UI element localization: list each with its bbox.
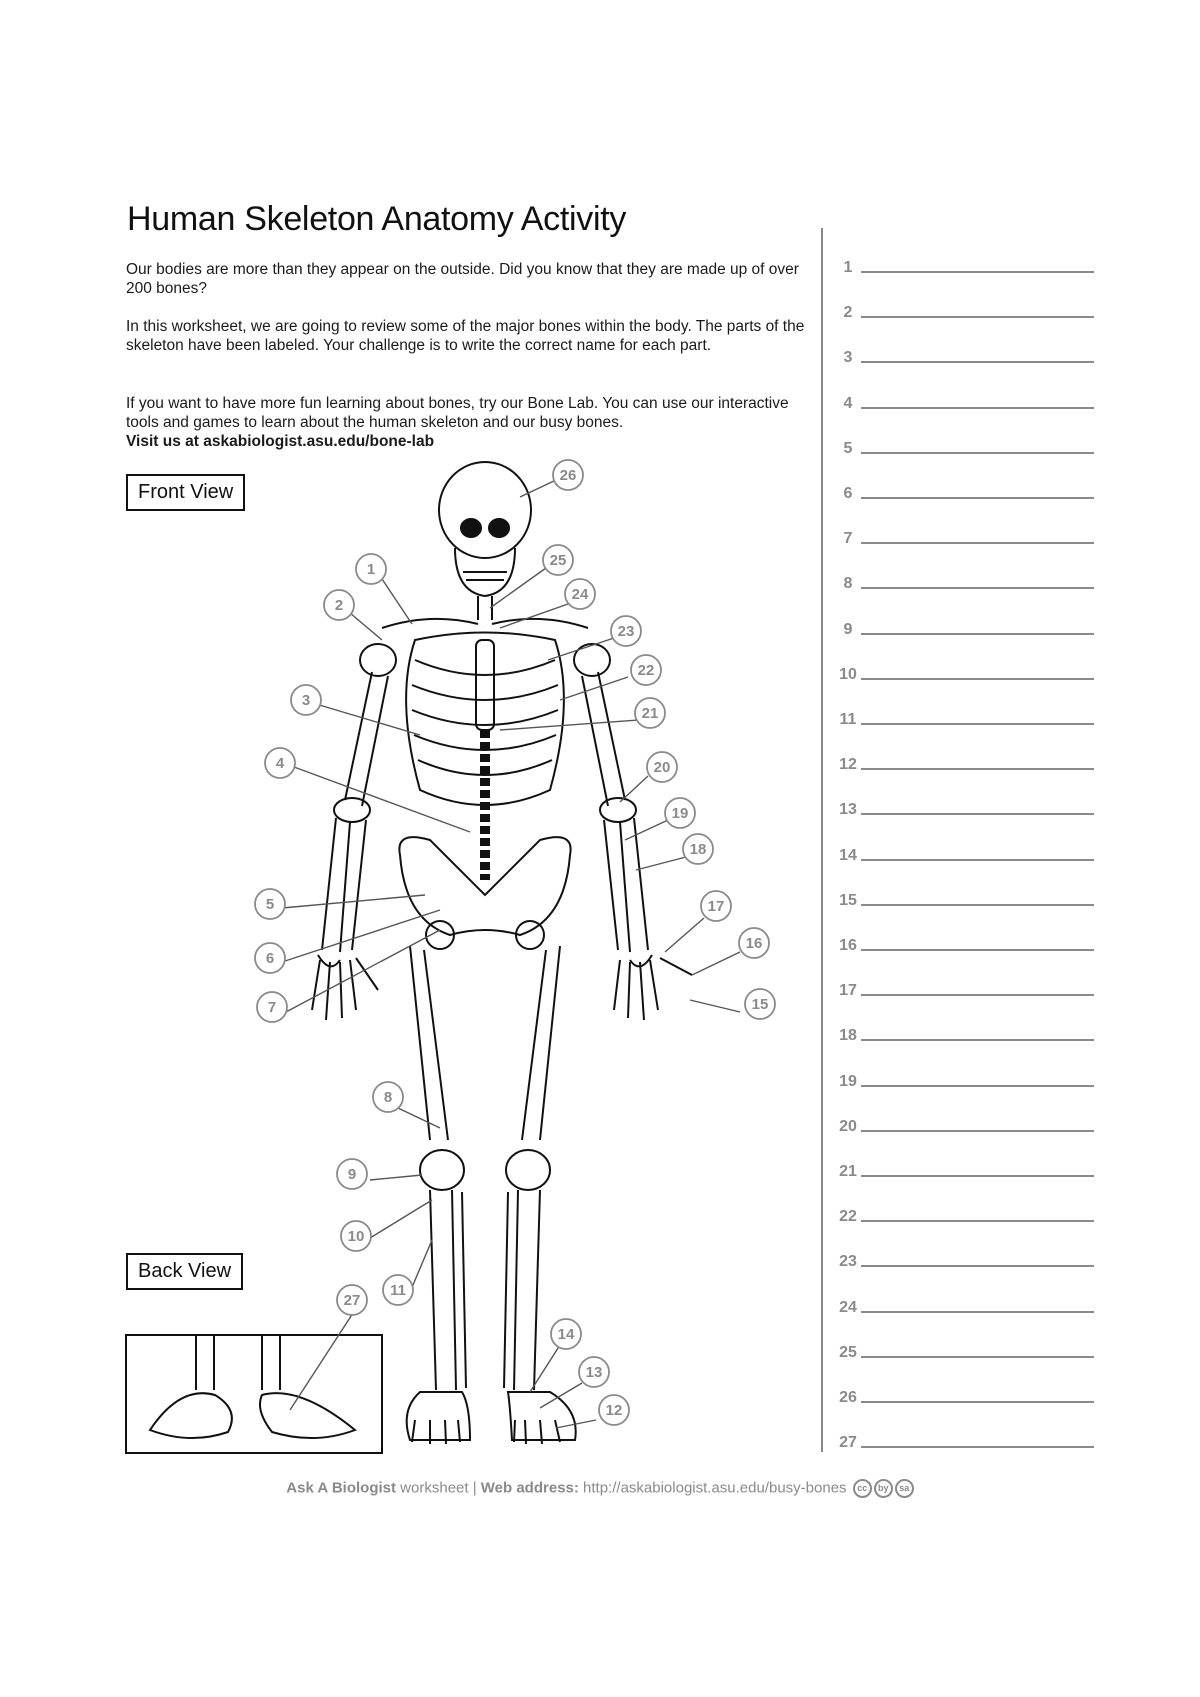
answer-number: 1 [843, 259, 853, 276]
answer-line[interactable] [861, 678, 1094, 680]
answer-row[interactable] [833, 1389, 1103, 1413]
page-title: Human Skeleton Anatomy Activity [127, 200, 627, 238]
callout-label: 18 [689, 841, 707, 858]
answer-line[interactable] [861, 1039, 1094, 1041]
answer-line[interactable] [861, 859, 1094, 861]
answer-row[interactable] [833, 1118, 1103, 1142]
answer-number: 8 [843, 575, 853, 593]
answer-line[interactable] [861, 452, 1094, 454]
callout-label: 6 [265, 950, 275, 967]
answer-number: 12 [839, 756, 857, 774]
callout-label: 24 [571, 586, 589, 603]
answer-row[interactable] [833, 1073, 1103, 1097]
answer-line[interactable] [861, 949, 1094, 951]
answer-line[interactable] [861, 1085, 1094, 1087]
callout-label: 15 [751, 996, 769, 1013]
share-alike-icon: sa [895, 1479, 914, 1498]
answer-number: 23 [839, 1253, 857, 1271]
answer-number: 3 [843, 349, 853, 367]
callout-label: 22 [637, 662, 655, 679]
answer-row[interactable] [833, 711, 1103, 735]
callout-label: 21 [641, 705, 659, 722]
answer-number: 21 [839, 1163, 857, 1180]
answer-row[interactable] [833, 349, 1103, 373]
answer-row[interactable] [833, 1027, 1103, 1051]
answer-line[interactable] [861, 361, 1094, 363]
answer-row[interactable] [833, 304, 1103, 328]
callout-label: 4 [275, 755, 285, 772]
back-view-label: Back View [126, 1253, 243, 1290]
answer-row[interactable] [833, 575, 1103, 599]
answer-line[interactable] [861, 994, 1094, 996]
answer-line[interactable] [861, 768, 1094, 770]
answer-line[interactable] [861, 1175, 1094, 1177]
callout-label: 25 [549, 552, 567, 569]
answer-number: 15 [839, 891, 857, 909]
answer-number: 5 [843, 439, 853, 457]
answer-divider [821, 228, 823, 1452]
answer-row[interactable] [833, 621, 1103, 645]
callout-label: 12 [605, 1402, 623, 1419]
callout-label: 10 [347, 1228, 365, 1245]
answer-row[interactable] [833, 1163, 1103, 1187]
footer [0, 1479, 1200, 1498]
answer-row[interactable] [833, 666, 1103, 690]
footer-web-label: Web address: [480, 1479, 579, 1497]
answer-number: 11 [839, 711, 857, 728]
answer-number: 19 [839, 1072, 857, 1090]
callout-label: 17 [707, 898, 725, 915]
instructions-paragraph: In this worksheet, we are going to review some of the major bones within the body. The parts of the skeleton have been labeled. Your challenge is to write the correct name for each part. [126, 318, 805, 354]
callout-label: 9 [347, 1166, 357, 1183]
answer-line[interactable] [861, 1356, 1094, 1358]
callout-label: 20 [653, 759, 671, 776]
answer-line[interactable] [861, 1265, 1094, 1267]
answer-row[interactable] [833, 1208, 1103, 1232]
intro-paragraph: Our bodies are more than they appear on the outside. Did you know that they are made up of over 200 bones? [126, 261, 799, 297]
answer-row[interactable] [833, 892, 1103, 916]
footer-worksheet: worksheet | [396, 1479, 481, 1497]
callout-label: 11 [390, 1282, 406, 1299]
answer-number: 13 [839, 801, 857, 819]
answer-number: 22 [839, 1208, 857, 1226]
callout-label: 5 [265, 896, 275, 913]
answer-number: 25 [839, 1343, 857, 1361]
callout-label: 23 [617, 623, 635, 640]
answer-row[interactable] [833, 801, 1103, 825]
answer-number: 14 [839, 846, 857, 864]
answer-row[interactable] [833, 485, 1103, 509]
callout-label: 19 [671, 805, 689, 822]
answer-number: 20 [839, 1117, 857, 1135]
answer-line[interactable] [861, 904, 1094, 906]
answer-row[interactable] [833, 530, 1103, 554]
answer-number: 9 [843, 620, 853, 638]
answer-line[interactable] [861, 1220, 1094, 1222]
callout-label: 16 [745, 935, 763, 952]
answer-number: 6 [843, 485, 853, 502]
callout-label: 26 [559, 467, 577, 484]
answer-row[interactable] [833, 259, 1103, 283]
cc-license-icon: cc [853, 1479, 872, 1498]
answer-row[interactable] [833, 1344, 1103, 1368]
answer-line[interactable] [861, 1446, 1094, 1448]
callout-label: 13 [585, 1364, 603, 1381]
answer-number: 16 [839, 937, 857, 954]
answer-number: 17 [839, 982, 857, 1000]
answer-row[interactable] [833, 440, 1103, 464]
callout-label: 7 [267, 999, 277, 1016]
answer-line[interactable] [861, 633, 1094, 635]
answer-row[interactable] [833, 847, 1103, 871]
answer-line[interactable] [861, 723, 1094, 725]
answer-row[interactable] [833, 395, 1103, 419]
answer-line[interactable] [861, 1401, 1094, 1403]
callout-label: 2 [334, 597, 344, 614]
answer-line[interactable] [861, 542, 1094, 544]
answer-line[interactable] [861, 271, 1094, 273]
answer-number: 27 [839, 1434, 857, 1452]
answer-number: 18 [839, 1027, 857, 1045]
answer-line[interactable] [861, 587, 1094, 589]
answer-line[interactable] [861, 407, 1094, 409]
answer-row[interactable] [833, 1434, 1103, 1458]
callout-label: 27 [343, 1292, 361, 1309]
footer-url[interactable]: http://askabiologist.asu.edu/busy-bones [578, 1479, 847, 1497]
attribution-icon: by [874, 1479, 893, 1498]
answer-row[interactable] [833, 1299, 1103, 1323]
answer-number: 10 [839, 665, 857, 683]
footer-brand: Ask A Biologist [286, 1479, 397, 1497]
callout-label: 14 [557, 1326, 575, 1343]
answer-row[interactable] [833, 756, 1103, 780]
skull-shape [439, 462, 531, 558]
bone-lab-text: If you want to have more fun learning about bones, try our Bone Lab. You can use our interactive tools and games to learn about the human skeleton and our busy bones. [126, 395, 789, 431]
answer-row[interactable] [833, 982, 1103, 1006]
answer-line[interactable] [861, 497, 1094, 499]
answer-line[interactable] [861, 1311, 1094, 1313]
answer-row[interactable] [833, 937, 1103, 961]
answer-line[interactable] [861, 813, 1094, 815]
callout-label: 8 [383, 1089, 393, 1106]
visit-link[interactable]: Visit us at askabiologist.asu.edu/bone-lab [126, 433, 435, 450]
answer-line[interactable] [861, 1130, 1094, 1132]
front-view-label: Front View [126, 474, 245, 511]
answer-row[interactable] [833, 1253, 1103, 1277]
answer-number: 24 [839, 1298, 857, 1316]
callout-label: 1 [366, 561, 376, 578]
answer-number: 26 [839, 1389, 857, 1406]
answer-number: 4 [843, 394, 853, 412]
answer-number: 7 [843, 530, 853, 548]
answer-line[interactable] [861, 316, 1094, 318]
answer-number: 2 [843, 304, 853, 322]
callout-label: 3 [301, 692, 311, 709]
